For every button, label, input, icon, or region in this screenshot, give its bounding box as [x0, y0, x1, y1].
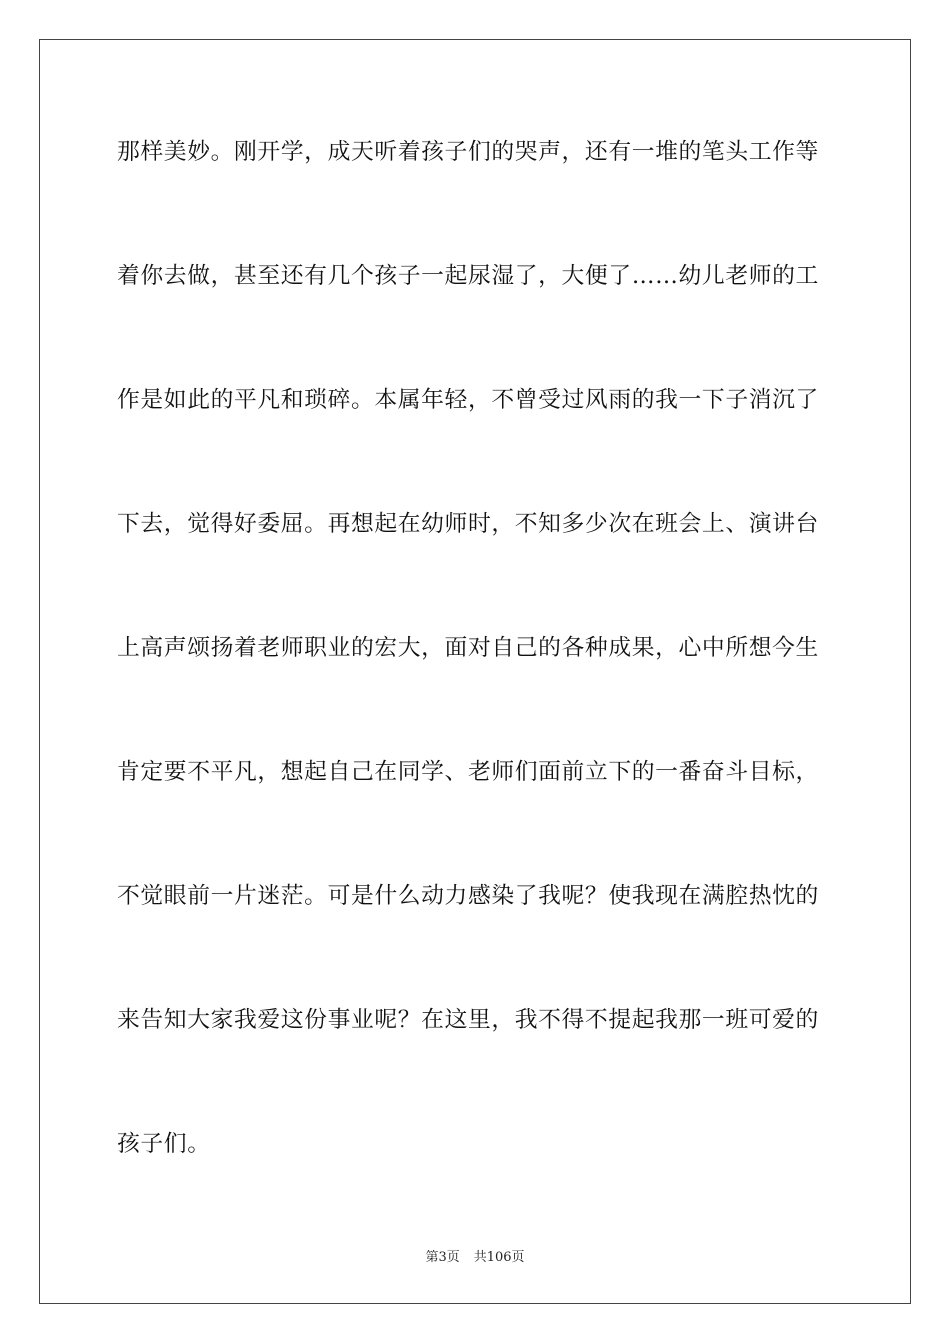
- text-line: 来告知大家我爱这份事业呢？在这里，我不得不提起我那一班可爱的: [117, 1007, 819, 1033]
- text-line: 肯定要不平凡，想起自己在同学、老师们面前立下的一番奋斗目标，: [117, 759, 819, 785]
- text-line: 孩子们。: [117, 1131, 211, 1157]
- text-line: 着你去做，甚至还有几个孩子一起尿湿了，大便了……幼儿老师的工: [117, 263, 819, 289]
- text-line: 那样美妙。刚开学，成天听着孩子们的哭声，还有一堆的笔头工作等: [117, 139, 819, 165]
- text-line: 上高声颂扬着老师职业的宏大，面对自己的各种成果，心中所想今生: [117, 635, 819, 661]
- text-line: 下去，觉得好委屈。再想起在幼师时，不知多少次在班会上、演讲台: [117, 511, 819, 537]
- document-body: [117, 130, 833, 1246]
- page-footer: [0, 1246, 950, 1265]
- page-number-total: 共106页: [473, 1250, 525, 1265]
- text-line: 不觉眼前一片迷茫。可是什么动力感染了我呢？使我现在满腔热忱的: [117, 883, 819, 909]
- text-line: 作是如此的平凡和琐碎。本属年轻，不曾受过风雨的我一下子消沉了: [117, 387, 819, 413]
- page-number-current: 第3页: [425, 1250, 460, 1265]
